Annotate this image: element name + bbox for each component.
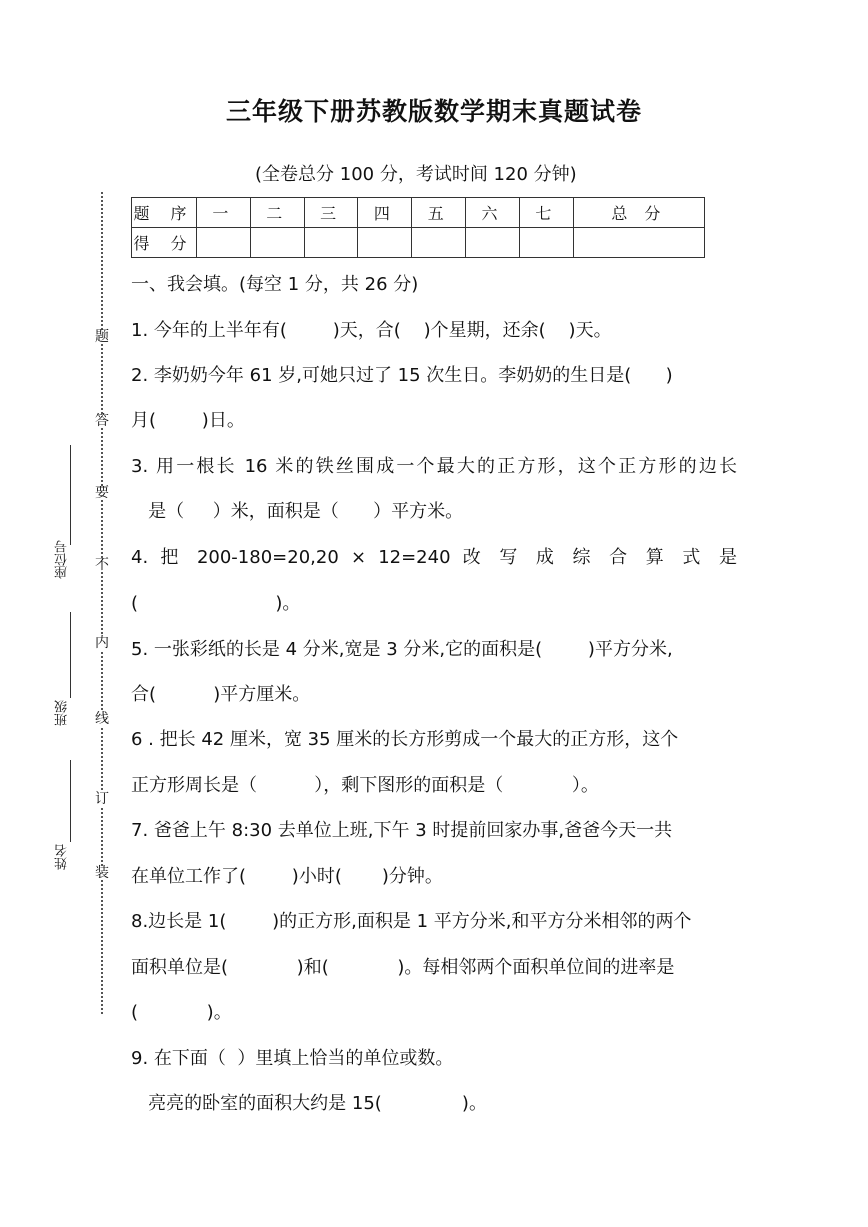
question-line: 1. 今年的上半年有( )天，合( )个星期，还余( )天。	[131, 320, 612, 341]
score-cell[interactable]	[519, 228, 573, 258]
table-row	[132, 198, 705, 228]
table-header-cell: 七	[519, 198, 573, 228]
question-line: 6 . 把长 42 厘米，宽 35 厘米的长方形剪成一个最大的正方形，这个	[131, 729, 679, 750]
table-header-cell: 一	[197, 198, 251, 228]
table-header-cell: 三	[304, 198, 358, 228]
question-line: 8.边长是 1( )的正方形,面积是 1 平方分米,和平方分米相邻的两个	[131, 911, 692, 932]
question-line: 7. 爸爸上午 8:30 去单位上班,下午 3 时提前回家办事,爸爸今天一共	[131, 820, 673, 841]
question-line: ( )。	[131, 593, 301, 614]
question-line: 2. 李奶奶今年 61 岁,可她只过了 15 次生日。李奶奶的生日是( )	[131, 365, 673, 386]
binding-char: 要	[95, 485, 109, 501]
page-title: 三年级下册苏教版数学期末真题试卷	[225, 97, 642, 126]
question-line: 9. 在下面（ ）里填上恰当的单位或数。	[131, 1048, 454, 1069]
table-header-cell: 二	[250, 198, 304, 228]
score-cell[interactable]	[250, 228, 304, 258]
score-cell[interactable]	[304, 228, 358, 258]
table-header-cell: 四	[358, 198, 412, 228]
binding-char: 内	[95, 635, 109, 651]
binding-char: 答	[95, 413, 109, 429]
score-cell[interactable]	[197, 228, 251, 258]
table-row	[132, 228, 705, 258]
seat-number-underline	[70, 445, 71, 545]
question-line: 3. 用一根长 16 米的铁丝围成一个最大的正方形，这个正方形的边长	[131, 456, 737, 477]
question-line: 5. 一张彩纸的长是 4 分米,宽是 3 分米,它的面积是( )平方分米,	[131, 639, 673, 660]
question-line: 月( )日。	[131, 410, 245, 431]
question-line: 在单位工作了( )小时( )分钟。	[131, 866, 443, 887]
score-table	[131, 197, 705, 258]
section-heading: 一、我会填。(每空 1 分，共 26 分)	[131, 274, 419, 295]
score-cell[interactable]	[358, 228, 412, 258]
name-underline	[70, 760, 71, 842]
exam-info: (全卷总分 100 分，考试时间 120 分钟)	[255, 164, 577, 185]
table-header-cell: 五	[412, 198, 466, 228]
table-header-cell: 总 分	[573, 198, 704, 228]
question-line: 4. 把 200-180=20,20 × 12=240 改 写 成 综 合 算 式 是	[131, 547, 738, 568]
binding-char: 订	[95, 791, 109, 807]
binding-char: 题	[95, 329, 109, 345]
class-underline	[70, 612, 71, 698]
score-cell[interactable]	[466, 228, 520, 258]
question-line: ( )。	[131, 1002, 232, 1023]
binding-dotted-line	[101, 192, 103, 1014]
binding-char: 装	[95, 865, 109, 881]
table-header-cell: 题 序	[132, 198, 197, 228]
question-line: 是（ ）米，面积是（ ）平方米。	[131, 501, 464, 522]
seat-number-label: 座位号	[55, 540, 70, 579]
question-line: 面积单位是( )和( )。每相邻两个面积单位间的进率是	[131, 957, 675, 978]
binding-char: 线	[95, 711, 109, 727]
class-label: 班级	[55, 700, 70, 726]
table-header-cell: 六	[466, 198, 520, 228]
name-label: 姓名	[55, 844, 70, 870]
binding-char: 不	[95, 557, 109, 573]
score-cell[interactable]	[412, 228, 466, 258]
question-line: 正方形周长是（ ），剩下图形的面积是（ ）。	[131, 775, 599, 796]
question-line: 亮亮的卧室的面积大约是 15( )。	[131, 1093, 487, 1114]
question-line: 合( )平方厘米。	[131, 684, 311, 705]
score-cell[interactable]	[573, 228, 704, 258]
score-row-label: 得 分	[132, 228, 197, 258]
